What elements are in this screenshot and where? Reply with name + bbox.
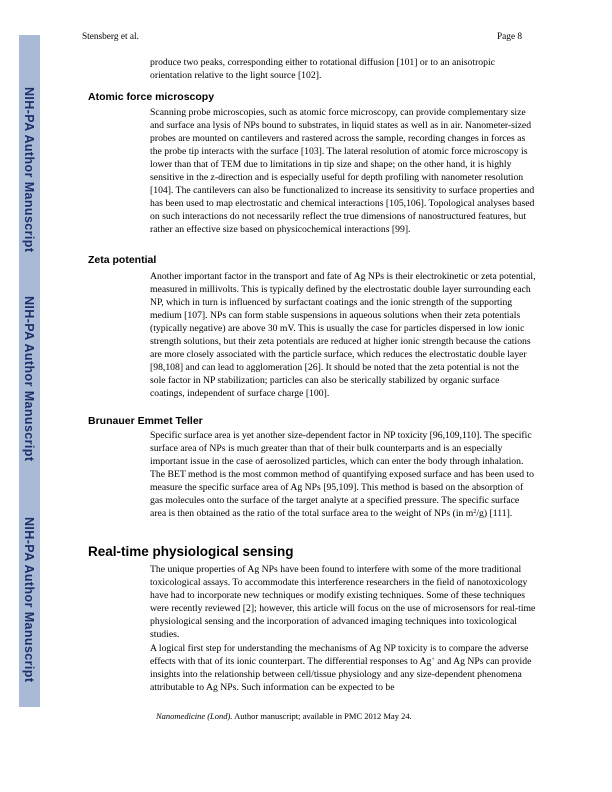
section-paragraph-zeta-potential: Another important factor in the transport and fate of Ag NPs is their electrokinetic or zeta potential, measured in millivolts. This is typically defined by the electrostatic double layer surrounding each NP, which in turn is influenced by surfactant coatings and the ionic strength of the supporting medium [107]. NPs can form stable suspensions in aqueous solutions when their zeta potentials (typically negative) are above 30 mV. This is usually the case for particles dispersed in low ionic strength solutions, but their zeta potentials are reduced at higher ionic strength because the cations are more closely associated with the particle surface, which reduces the electrostatic double layer [98,108] and can lead to agglomeration [26]. It should be noted that the zeta potential is not the sole factor in NP stabilization; particles can also be sterically stabilized by organic surface coatings, independent of surface charge [100]. [150,271,536,399]
bet-text: Specific surface area is yet another size-dependent factor in NP toxicity [96,109,110]. The specific surface area of NPs is much greater than that of their bulk counterparts and is an especially important issue in the case of aerosolized particles, which can enter the body through inhalation. The BET method is the most common method of quantifying exposed surface and has been used to measure the specific surface area of Ag NPs [95,109]. This method is based on the absorption of gas molecules onto the surface of the target analyte at a specified pressure. The specific surface area is then obtained as the ratio of the total surface area to the weight of NPs (in m [150,430,535,519]
rt2-text: A logical first step for understanding the mechanisms of Ag NP toxicity is to compare the adverse effects with that of its ionic counterpart. The differential responses to Ag [150,643,529,667]
rt2-text-end: and Ag NPs can provide insights into the relationship between cell/tissue physiology and any size-dependent phenomena attributable to Ag NPs. Such information can be expected to be [150,656,532,693]
section-heading-real-time-physiological-sensing: Real-time physiological sensing [88,544,294,559]
section-paragraph-brunauer-emmet-teller [150,429,536,520]
superscript-2: 2 [473,509,477,516]
header-page-number: Page 8 [497,32,523,42]
sidebar-watermark-top: NIH-PA Author Manuscript [22,87,36,253]
bet-text-end: /g) [111]. [476,508,513,519]
section-heading-brunauer-emmet-teller: Brunauer Emmet Teller [88,415,203,427]
header-author: Stensberg et al. [82,32,139,42]
footer-journal-name: Nanomedicine (Lond). [156,711,233,721]
superscript-plus: + [431,657,435,664]
sidebar-watermark-middle: NIH-PA Author Manuscript [22,296,36,462]
sidebar-watermark-bottom: NIH-PA Author Manuscript [22,517,36,683]
section-heading-atomic-force-microscopy: Atomic force microscopy [88,91,215,103]
section-paragraph-atomic-force-microscopy: Scanning probe microscopies, such as atomic force microscopy, can provide complementary size and surface ana lysis of NPs bound to substrates, in liquid states as well as in air. Nanometer-sized probes are mounted on cantilevers and rastered across the sample, recording changes in forces as the probe tip interacts with the surface [103]. The lateral resolution of atomic force microscopy is lower than that of TEM due to limitations in tip size and shape; on the other hand, it is highly sensitive in the z-direction and is especially useful for depth profiling with nanometer resolution [104]. The cantilevers can also be functionalized to increase its sensitivity to surface properties and has been used to map electrostatic and chemical interactions [105,106]. Topological analyses based on such interactions do not necessarily reflect the true dimensions of nanostructured features, but rather an effective size based on physicochemical interactions [99]. [150,107,535,235]
section-paragraph-real-time-1: The unique properties of Ag NPs have been found to interfere with some of the more traditional toxicological assays. To accommodate this interference researchers in the field of nanotoxicology have had to incorporate new techniques or modify existing techniques. Some of these techniques were recently reviewed [2]; however, this article will focus on the use of microsensors for real-time physiological sensing and the incorporation of advanced imaging techniques into toxicological studies. [150,564,536,640]
footer-citation-text: Author manuscript; available in PMC 2012 May 24. [232,711,412,721]
section-heading-zeta-potential: Zeta potential [88,254,157,266]
intro-paragraph: produce two peaks, corresponding either to rotational diffusion [101] or to an anisotropic orientation relative to the light source [102]. [150,57,495,81]
footer-citation [156,711,412,722]
section-paragraph-real-time-2 [150,642,536,694]
